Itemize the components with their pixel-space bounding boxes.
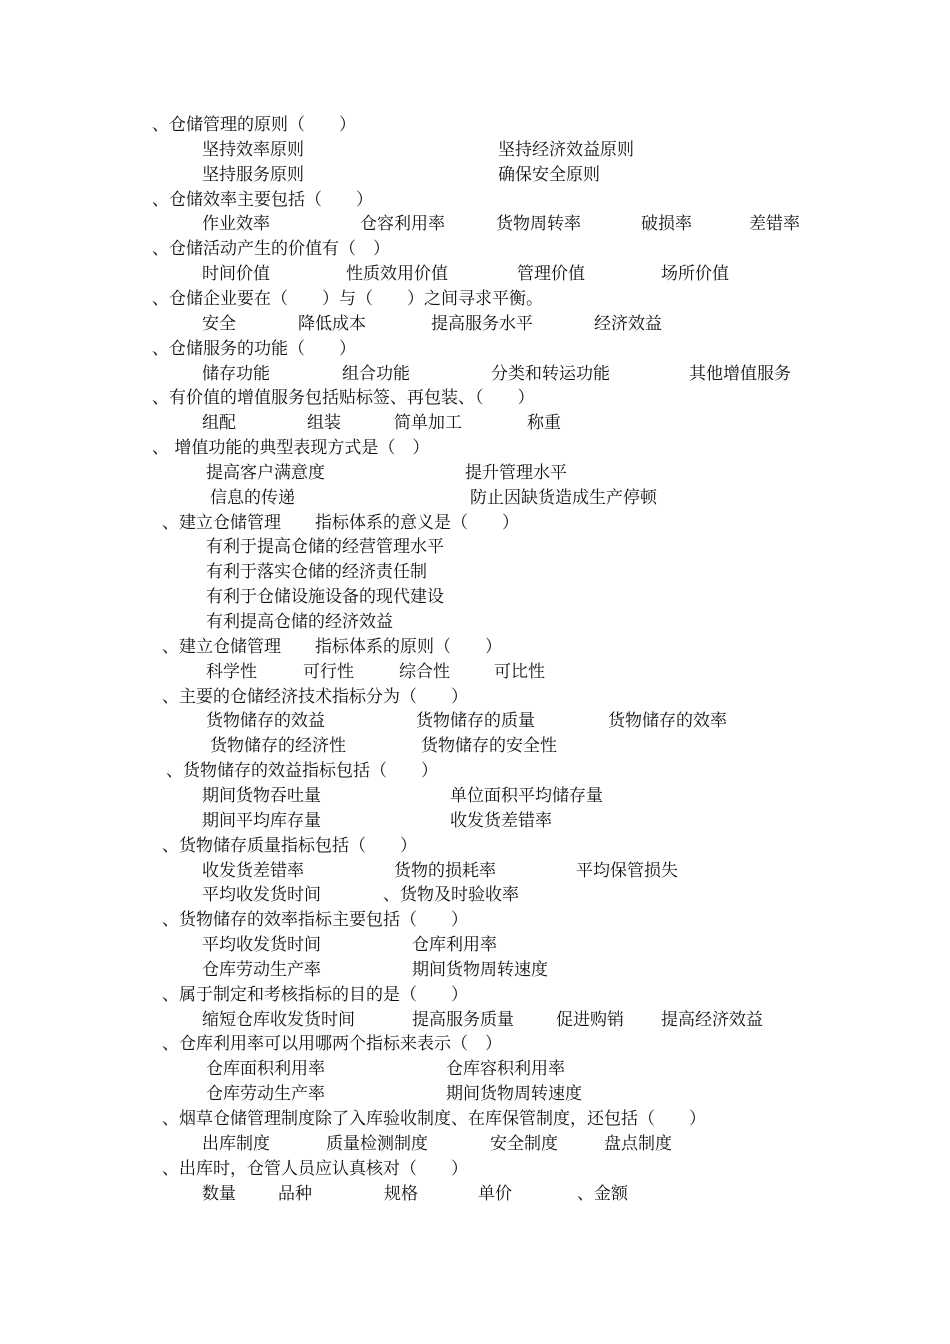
option-text: 组配 bbox=[202, 413, 236, 434]
option-text: 可比性 bbox=[494, 661, 545, 682]
option-text: 平均收发货时间 bbox=[202, 935, 321, 956]
question-stem: 、仓储企业要在（ ）与（ ）之间寻求平衡。 bbox=[152, 288, 543, 309]
option-text: 有利于提高仓储的经营管理水平 bbox=[206, 537, 444, 558]
option-text: 平均收发货时间 bbox=[202, 885, 321, 906]
option-text: 组合功能 bbox=[342, 363, 410, 384]
option-text: 期间平均库存量 bbox=[202, 810, 321, 831]
question-stem: 、仓储服务的功能（ ） bbox=[152, 338, 356, 359]
option-text: 作业效率 bbox=[202, 214, 270, 235]
question-stem: 、属于制定和考核指标的目的是（ ） bbox=[162, 984, 468, 1005]
option-text: 规格 bbox=[384, 1183, 418, 1204]
option-text: 货物储存的经济性 bbox=[210, 736, 346, 757]
option-text: 坚持服务原则 bbox=[202, 164, 304, 185]
option-text: 时间价值 bbox=[202, 264, 270, 285]
option-text: 组装 bbox=[307, 413, 341, 434]
option-text: 盘点制度 bbox=[604, 1133, 672, 1154]
question-stem: 、仓储效率主要包括（ ） bbox=[152, 189, 373, 210]
option-text: 有利于落实仓储的经济责任制 bbox=[206, 562, 427, 583]
question-stem: 、 增值功能的典型表现方式是（ ） bbox=[152, 438, 430, 459]
option-text: 质量检测制度 bbox=[326, 1133, 428, 1154]
option-text: 缩短仓库收发货时间 bbox=[202, 1009, 355, 1030]
question-stem: 、货物储存的效率指标主要包括（ ） bbox=[162, 910, 468, 931]
option-text: 安全 bbox=[202, 313, 236, 334]
option-text: 确保安全原则 bbox=[498, 164, 600, 185]
option-text: 科学性 bbox=[206, 661, 257, 682]
option-text: 仓容利用率 bbox=[360, 214, 445, 235]
question-stem: 、建立仓储管理 指标体系的意义是（ ） bbox=[162, 512, 519, 533]
option-text: 提高经济效益 bbox=[661, 1009, 763, 1030]
option-text: 促进购销 bbox=[556, 1009, 624, 1030]
option-text: 货物储存的效率 bbox=[608, 711, 727, 732]
option-text: 简单加工 bbox=[394, 413, 462, 434]
question-stem: 、出库时，仓管人员应认真核对（ ） bbox=[162, 1158, 468, 1179]
option-text: 降低成本 bbox=[298, 313, 366, 334]
question-stem: 、有价值的增值服务包括贴标签、再包装、（ ） bbox=[152, 388, 535, 409]
option-text: 收发货差错率 bbox=[202, 860, 304, 881]
option-text: 管理价值 bbox=[517, 264, 585, 285]
question-stem: 、主要的仓储经济技术指标分为（ ） bbox=[162, 686, 468, 707]
option-text: 货物储存的效益 bbox=[206, 711, 325, 732]
option-text: 分类和转运功能 bbox=[491, 363, 610, 384]
option-text: 称重 bbox=[527, 413, 561, 434]
option-text: 防止因缺货造成生产停顿 bbox=[470, 487, 657, 508]
question-stem: 、仓储管理的原则（ ） bbox=[152, 115, 356, 135]
option-text: 数量 bbox=[202, 1183, 236, 1204]
option-text: 单价 bbox=[478, 1183, 512, 1204]
option-text: 经济效益 bbox=[594, 313, 662, 334]
option-text: 安全制度 bbox=[490, 1133, 558, 1154]
option-text: 平均保管损失 bbox=[576, 860, 678, 881]
option-text: 性质效用价值 bbox=[346, 264, 448, 285]
option-text: 期间货物吞吐量 bbox=[202, 785, 321, 806]
option-text: 、货物及时验收率 bbox=[383, 885, 519, 906]
option-text: 提升管理水平 bbox=[465, 462, 567, 483]
option-text: 期间货物周转速度 bbox=[446, 1084, 582, 1105]
question-stem: 、仓储活动产生的价值有（ ） bbox=[152, 239, 390, 260]
option-text: 收发货差错率 bbox=[450, 810, 552, 831]
option-text: 、金额 bbox=[577, 1183, 628, 1204]
option-text: 货物储存的安全性 bbox=[421, 736, 557, 757]
option-text: 品种 bbox=[278, 1183, 312, 1204]
option-text: 破损率 bbox=[641, 214, 692, 235]
option-text: 储存功能 bbox=[202, 363, 270, 384]
option-text: 其他增值服务 bbox=[689, 363, 791, 384]
option-text: 期间货物周转速度 bbox=[412, 959, 548, 980]
option-text: 有利提高仓储的经济效益 bbox=[206, 612, 393, 632]
option-text: 仓库劳动生产率 bbox=[202, 959, 321, 980]
option-text: 货物储存的质量 bbox=[416, 711, 535, 732]
option-text: 提高服务水平 bbox=[431, 313, 533, 334]
option-text: 货物周转率 bbox=[496, 214, 581, 235]
option-text: 出库制度 bbox=[202, 1133, 270, 1154]
option-text: 坚持效率原则 bbox=[202, 139, 304, 160]
question-stem: 、货物储存的效益指标包括（ ） bbox=[166, 761, 438, 782]
option-text: 提高客户满意度 bbox=[206, 462, 325, 483]
option-text: 仓库面积利用率 bbox=[206, 1059, 325, 1080]
option-text: 提高服务质量 bbox=[412, 1009, 514, 1030]
option-text: 可行性 bbox=[303, 661, 354, 682]
option-text: 仓库利用率 bbox=[412, 935, 497, 956]
option-text: 信息的传递 bbox=[210, 487, 295, 508]
question-stem: 、货物储存质量指标包括（ ） bbox=[162, 835, 417, 856]
option-text: 有利于仓储设施设备的现代建设 bbox=[206, 587, 444, 608]
option-text: 货物的损耗率 bbox=[394, 860, 496, 881]
option-text: 坚持经济效益原则 bbox=[498, 139, 634, 160]
option-text: 场所价值 bbox=[661, 264, 729, 285]
option-text: 综合性 bbox=[399, 661, 450, 682]
option-text: 单位面积平均储存量 bbox=[450, 785, 603, 806]
option-text: 差错率 bbox=[749, 214, 800, 235]
question-stem: 、建立仓储管理 指标体系的原则（ ） bbox=[162, 636, 502, 657]
option-text: 仓库劳动生产率 bbox=[206, 1084, 325, 1105]
option-text: 仓库容积利用率 bbox=[446, 1059, 565, 1080]
question-stem: 、烟草仓储管理制度除了入库验收制度、在库保管制度，还包括（ ） bbox=[162, 1109, 706, 1129]
question-stem: 、仓库利用率可以用哪两个指标来表示（ ） bbox=[162, 1034, 502, 1055]
